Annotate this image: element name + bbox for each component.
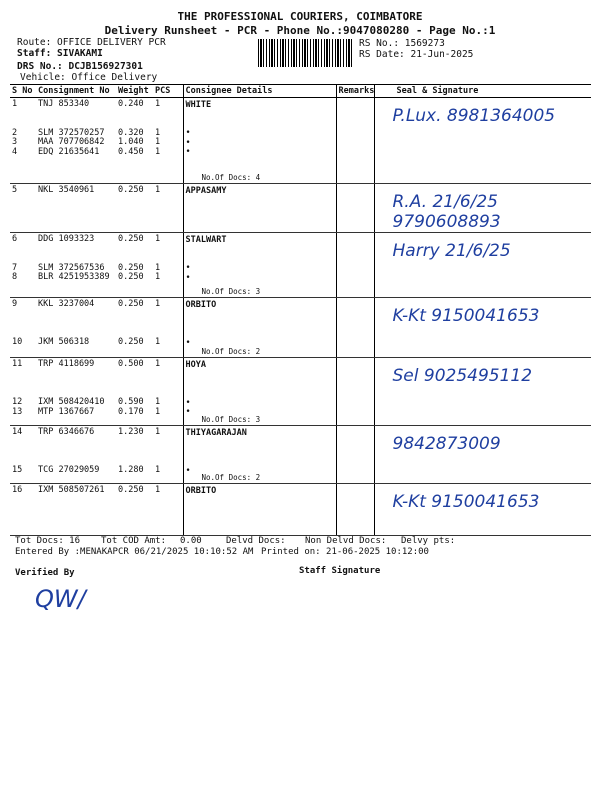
dot-cell — [186, 438, 336, 448]
snos-cell: 4 — [12, 146, 18, 157]
table-row — [10, 298, 591, 358]
pcs-cell — [155, 319, 183, 329]
route-label: Route: OFFICE DELIVERY PCR — [17, 37, 166, 48]
pcs-cell — [153, 184, 183, 233]
vehicle-label: Vehicle: Office Delivery — [20, 72, 158, 83]
sno-cell — [10, 98, 36, 184]
wt-cell: 0.250 — [118, 185, 144, 195]
dot-cell: • — [185, 128, 191, 138]
wt-cell — [118, 310, 153, 320]
verified-by: Verified By — [15, 568, 75, 578]
snos-cell: 15 — [12, 465, 23, 475]
snos-cell: 16 — [12, 485, 23, 495]
pcs-cell — [155, 370, 183, 380]
table-row — [10, 358, 591, 426]
pcs-cell: 1 — [155, 99, 161, 109]
cons-cell: SLM 372567536 — [38, 262, 105, 273]
col-sno: S No — [10, 85, 36, 98]
snos-cell — [12, 310, 36, 320]
consignment-cell — [36, 426, 116, 484]
handwritten-signature: R.A. 21/6/25 9790608893 — [392, 192, 501, 232]
wt-cell — [118, 110, 153, 120]
cons-cell: TCG 27029059 — [38, 465, 100, 475]
wt-cell — [118, 319, 153, 329]
rs-date: RS Date: 21-Jun-2025 — [359, 49, 474, 60]
snos-cell: 12 — [12, 397, 23, 407]
pcs-cell — [155, 110, 183, 120]
cons-cell — [38, 379, 116, 389]
remarks-cell — [336, 233, 374, 298]
tot-cod-value: 0.00 — [180, 536, 202, 546]
cons-cell — [38, 245, 116, 255]
pcs-cell: 1 — [155, 272, 161, 282]
snos-cell: 9 — [12, 299, 18, 309]
sno-cell — [10, 426, 36, 484]
entered-by: Entered By :MENAKAPCR 06/21/2025 10:10:52 AM — [15, 547, 254, 557]
col-seal: Seal & Signature — [374, 85, 591, 98]
snos-cell: 5 — [12, 185, 18, 195]
snos-cell — [12, 438, 36, 448]
pcs-cell: 1 — [155, 397, 161, 407]
delvy-pts: Delvy pts: — [401, 536, 456, 546]
remarks-cell — [336, 358, 374, 426]
cons-cell: EDQ 21635641 — [38, 146, 100, 157]
wt-cell: 1.280 — [118, 465, 144, 475]
dot-cell — [186, 329, 336, 339]
weight-cell — [116, 98, 153, 184]
pcs-cell: 1 — [155, 234, 161, 244]
dot-cell — [186, 310, 336, 320]
table-row — [10, 426, 591, 484]
consignment-cell — [36, 484, 116, 536]
col-remarks: Remarks — [336, 85, 374, 98]
consignee-name: APPASAMY — [185, 186, 227, 196]
cons-cell: JKM 506318 — [38, 337, 90, 347]
weight-cell — [116, 358, 153, 426]
staff-label: Staff: SIVAKAMI — [17, 48, 103, 59]
docs-count: No.Of Docs: 4 — [201, 173, 261, 182]
dot-cell — [186, 457, 336, 467]
snos-cell — [12, 319, 36, 329]
wt-cell: 0.320 — [118, 127, 144, 138]
dot-cell: • — [185, 465, 191, 476]
dot-cell: • — [185, 263, 191, 273]
col-weight: Weight — [116, 85, 153, 98]
delvd-docs: Delvd Docs: — [226, 536, 286, 546]
printed-on: Printed on: 21-06-2025 10:12:00 — [261, 547, 429, 557]
wt-cell — [118, 447, 153, 457]
wt-cell — [118, 245, 153, 255]
staff-signature: Staff Signature — [299, 566, 381, 576]
consignment-cell — [36, 233, 116, 298]
cons-cell: TRP 4118699 — [38, 359, 95, 369]
col-pcs: PCS — [153, 85, 183, 98]
dot-cell — [186, 370, 336, 380]
wt-cell: 1.230 — [118, 427, 144, 437]
cons-cell: NKL 3540961 — [38, 185, 95, 195]
consignee-cell — [183, 358, 336, 426]
pcs-cell — [155, 245, 183, 255]
pcs-cell — [153, 426, 183, 484]
wt-cell: 0.250 — [118, 485, 144, 495]
weight-cell — [116, 426, 153, 484]
snos-cell — [12, 110, 36, 120]
remarks-cell — [336, 426, 374, 484]
consignment-cell — [36, 184, 116, 233]
handwritten-signature: P.Lux. 8981364005 — [392, 106, 556, 126]
dot-cell — [186, 389, 336, 399]
snos-cell — [12, 245, 36, 255]
snos-cell: 2 — [12, 127, 18, 138]
pcs-cell: 1 — [155, 337, 161, 347]
dot-cell — [186, 120, 336, 130]
sno-cell — [10, 484, 36, 536]
handwritten-signature: K-Kt 9150041653 — [392, 492, 540, 512]
cons-cell: TNJ 853340 — [38, 99, 90, 109]
snos-cell — [12, 370, 36, 380]
tot-cod-label: Tot COD Amt: — [101, 536, 167, 546]
company-title: THE PROFESSIONAL COURIERS, COIMBATORE — [177, 10, 423, 23]
pcs-cell: 1 — [155, 185, 161, 195]
consignment-cell — [36, 358, 116, 426]
pcs-cell — [155, 379, 183, 389]
signature-cell — [374, 298, 591, 358]
barcode — [258, 39, 353, 67]
sno-cell — [10, 233, 36, 298]
consignee-name: THIYAGARAJAN — [185, 428, 247, 438]
consignment-cell — [36, 98, 116, 184]
dot-cell — [186, 320, 336, 330]
sno-cell — [10, 298, 36, 358]
cons-cell: MTP 1367667 — [38, 406, 95, 417]
pcs-cell — [153, 358, 183, 426]
dot-cell: • — [185, 337, 191, 348]
pcs-cell: 1 — [155, 359, 161, 369]
remarks-cell — [336, 484, 374, 536]
wt-cell — [118, 379, 153, 389]
dot-cell: • — [185, 137, 191, 148]
snos-cell: 3 — [12, 137, 18, 147]
signature-cell — [374, 426, 591, 484]
docs-count: No.Of Docs: 3 — [201, 287, 261, 296]
dot-cell — [186, 380, 336, 390]
snos-cell: 10 — [12, 337, 23, 347]
handwritten-signature: K-Kt 9150041653 — [392, 306, 540, 326]
dot-cell: • — [185, 147, 191, 157]
dot-cell: • — [185, 272, 191, 283]
snos-cell — [12, 447, 36, 457]
wt-cell: 0.250 — [118, 262, 144, 273]
cons-cell: IXM 508420410 — [38, 397, 105, 407]
cons-cell: DDG 1093323 — [38, 234, 95, 244]
cons-cell — [38, 310, 116, 320]
dot-cell — [186, 255, 336, 265]
dot-cell: • — [185, 397, 191, 408]
cons-cell: IXM 508507261 — [38, 485, 105, 495]
signature-cell — [374, 358, 591, 426]
cons-cell — [38, 319, 116, 329]
wt-cell: 0.250 — [118, 234, 144, 244]
docs-count: No.Of Docs: 2 — [201, 473, 261, 482]
signature-cell — [374, 233, 591, 298]
remarks-cell — [336, 298, 374, 358]
pcs-cell — [153, 298, 183, 358]
col-consignment: Consignment No — [36, 85, 116, 98]
consignee-cell — [183, 233, 336, 298]
table-row — [10, 184, 591, 233]
pcs-cell — [155, 438, 183, 448]
wt-cell: 0.590 — [118, 397, 144, 407]
snos-cell: 8 — [12, 272, 18, 282]
pcs-cell: 1 — [155, 427, 161, 437]
consignee-name: STALWART — [185, 235, 227, 245]
dot-cell — [186, 245, 336, 255]
runsheet-subtitle: Delivery Runsheet - PCR - Phone No.:9047080280 - Page No.:1 — [104, 24, 496, 37]
pcs-cell: 1 — [155, 127, 161, 138]
non-delvd-docs: Non Delvd Docs: — [305, 536, 387, 546]
pcs-cell — [155, 310, 183, 320]
pcs-cell: 1 — [155, 146, 161, 157]
verified-signature: QW/ — [35, 585, 86, 613]
pcs-cell: 1 — [155, 137, 161, 147]
pcs-cell — [153, 98, 183, 184]
pcs-cell: 1 — [155, 465, 161, 475]
cons-cell: MAA 707706842 — [38, 137, 105, 147]
pcs-cell — [153, 233, 183, 298]
handwritten-signature: Sel 9025495112 — [392, 366, 533, 386]
consignee-cell — [183, 484, 336, 536]
consignee-name: WHITE — [185, 100, 212, 110]
signature-cell — [374, 98, 591, 184]
snos-cell: 7 — [12, 262, 18, 273]
consignee-cell — [183, 184, 336, 233]
cons-cell: BLR 4251953389 — [38, 272, 110, 282]
pcs-cell — [155, 447, 183, 457]
remarks-cell — [336, 98, 374, 184]
snos-cell: 13 — [12, 406, 23, 417]
dot-cell — [186, 110, 336, 120]
runsheet-table — [10, 84, 591, 536]
consignee-cell — [183, 426, 336, 484]
tot-docs: Tot Docs: 16 — [15, 536, 81, 546]
consignee-name: ORBITO — [185, 300, 217, 310]
signature-cell — [374, 184, 591, 233]
table-header-row — [10, 85, 591, 98]
cons-cell: TRP 6346676 — [38, 427, 95, 437]
sno-cell — [10, 184, 36, 233]
handwritten-signature: Harry 21/6/25 — [392, 241, 511, 261]
wt-cell: 0.250 — [118, 299, 144, 309]
wt-cell: 0.250 — [118, 272, 144, 282]
snos-cell — [12, 379, 36, 389]
handwritten-signature: 9842873009 — [392, 434, 501, 454]
pcs-cell: 1 — [155, 406, 161, 417]
pcs-cell — [153, 484, 183, 536]
dot-cell: • — [185, 407, 191, 417]
pcs-cell: 1 — [155, 485, 161, 495]
consignee-name: ORBITO — [185, 486, 217, 496]
cons-cell — [38, 370, 116, 380]
weight-cell — [116, 184, 153, 233]
table-row — [10, 484, 591, 536]
consignee-cell — [183, 298, 336, 358]
docs-count: No.Of Docs: 3 — [201, 415, 261, 424]
docs-count: No.Of Docs: 2 — [201, 347, 261, 356]
snos-cell: 6 — [12, 234, 18, 244]
col-consignee: Consignee Details — [183, 85, 336, 98]
remarks-cell — [336, 184, 374, 233]
cons-cell — [38, 447, 116, 457]
snos-cell: 1 — [12, 99, 18, 109]
pcs-cell: 1 — [155, 262, 161, 273]
pcs-cell: 1 — [155, 299, 161, 309]
table-row — [10, 98, 591, 184]
consignment-cell — [36, 298, 116, 358]
consignee-name: HOYA — [185, 360, 206, 370]
weight-cell — [116, 233, 153, 298]
cons-cell: KKL 3237004 — [38, 299, 95, 309]
cons-cell: SLM 372570257 — [38, 127, 105, 138]
weight-cell — [116, 484, 153, 536]
cons-cell — [38, 438, 116, 448]
wt-cell — [118, 370, 153, 380]
snos-cell: 14 — [12, 427, 23, 437]
wt-cell — [118, 438, 153, 448]
sno-cell — [10, 358, 36, 426]
wt-cell: 0.240 — [118, 99, 144, 109]
weight-cell — [116, 298, 153, 358]
dot-cell — [186, 448, 336, 458]
wt-cell: 0.250 — [118, 337, 144, 347]
wt-cell: 0.450 — [118, 146, 144, 157]
cons-cell — [38, 110, 116, 120]
consignee-cell — [183, 98, 336, 184]
signature-cell — [374, 484, 591, 536]
wt-cell: 0.170 — [118, 406, 144, 417]
drs-label: DRS No.: DCJB156927301 — [17, 61, 143, 72]
wt-cell: 0.500 — [118, 359, 144, 369]
snos-cell: 11 — [12, 359, 23, 369]
wt-cell: 1.040 — [118, 137, 144, 147]
table-row — [10, 233, 591, 298]
rs-no: RS No.: 1569273 — [359, 38, 445, 49]
